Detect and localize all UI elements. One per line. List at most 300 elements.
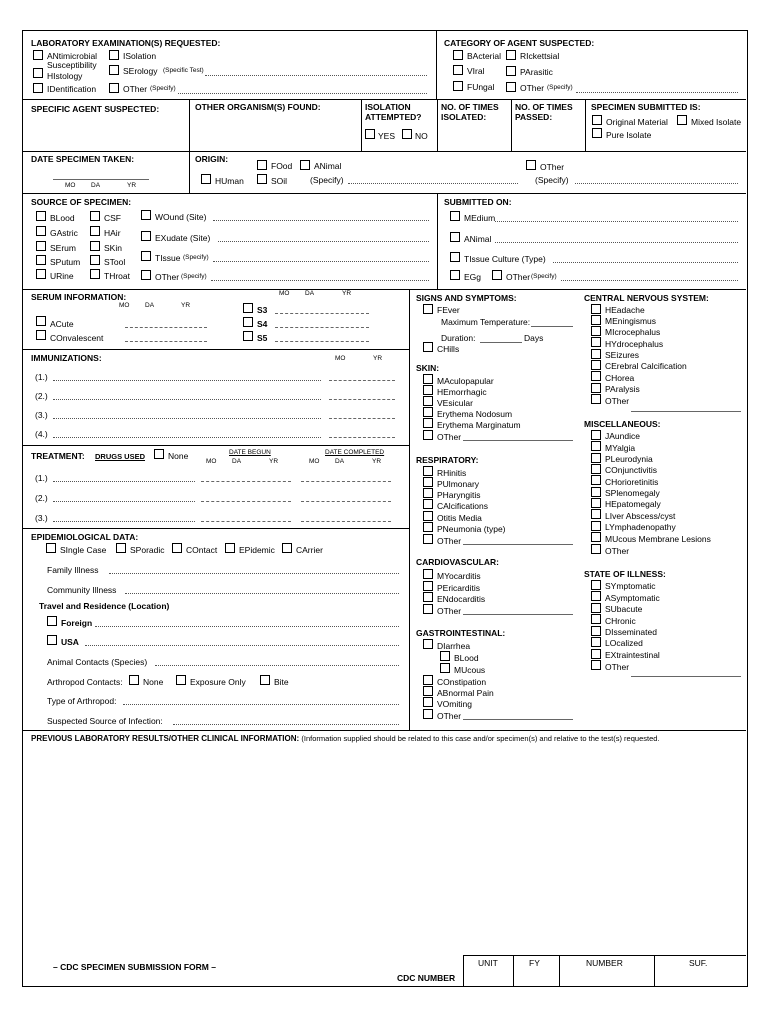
resp-4-checkbox[interactable] xyxy=(423,511,433,521)
resp-3-label: CAlcifications xyxy=(437,501,489,511)
animal-contacts-field[interactable] xyxy=(155,665,399,666)
resp-1-label: PUlmonary xyxy=(437,479,480,489)
resp-2-label: PHaryngitis xyxy=(437,490,481,500)
cns-other-field[interactable] xyxy=(631,411,741,412)
fungal-label: FUngal xyxy=(467,82,495,92)
egg-checkbox[interactable] xyxy=(450,270,460,280)
state-0-checkbox[interactable] xyxy=(591,580,601,590)
date-yr: YR xyxy=(127,182,137,189)
cns-8-label: OTher xyxy=(605,396,630,406)
medium-field[interactable] xyxy=(495,221,738,222)
arthropod-none-label: None xyxy=(143,677,164,687)
diarrhea-checkbox[interactable] xyxy=(423,639,433,649)
gi-mucous-checkbox[interactable] xyxy=(440,663,450,673)
immunization-2-date[interactable] xyxy=(329,399,395,400)
wound-label: WOund (Site) xyxy=(155,212,207,222)
skin-other-field[interactable] xyxy=(463,440,573,441)
blood-label: BLood xyxy=(50,213,75,223)
exposure-only-checkbox[interactable] xyxy=(176,675,186,685)
human-label: HUman xyxy=(215,176,244,186)
immunizations-heading: IMMUNIZATIONS: xyxy=(31,353,102,363)
fy-field[interactable] xyxy=(514,968,558,985)
other-organisms-label: OTHER ORGANISM(S) FOUND: xyxy=(195,102,321,112)
previous-results-row xyxy=(31,734,660,743)
cns-heading: CENTRAL NERVOUS SYSTEM: xyxy=(584,293,709,303)
state-4-label: DIsseminated xyxy=(605,627,657,637)
resp-6-checkbox[interactable] xyxy=(423,534,433,544)
cardio-other-field[interactable] xyxy=(463,614,573,615)
state-6-checkbox[interactable] xyxy=(591,649,601,659)
soil-label: SOil xyxy=(271,176,288,186)
times-isolated-label-1: NO. OF TIMES xyxy=(441,102,499,112)
cns-3-checkbox[interactable] xyxy=(591,337,601,347)
skin-5-checkbox[interactable] xyxy=(423,430,433,440)
misc-9-label: MUcous Membrane Lesions xyxy=(605,534,711,544)
resp-1-checkbox[interactable] xyxy=(423,477,433,487)
begun-da: DA xyxy=(232,458,242,465)
source-other-checkbox[interactable] xyxy=(141,270,151,280)
resp-2-checkbox[interactable] xyxy=(423,488,433,498)
usa-field[interactable] xyxy=(85,645,399,646)
cns-5-label: CErebral Calcification xyxy=(605,361,687,371)
s3-label: S3 xyxy=(257,305,268,315)
treatment-3-begun[interactable] xyxy=(201,521,291,522)
times-passed-label-1: NO. OF TIMES xyxy=(515,102,573,112)
skin-4-label: Erythema Marginatum xyxy=(437,420,521,430)
arthropod-type-field[interactable] xyxy=(123,704,399,705)
treatment-2-begun[interactable] xyxy=(201,501,291,502)
misc-0-checkbox[interactable] xyxy=(591,430,601,440)
single-case-label: SIngle Case xyxy=(60,545,107,555)
family-illness-field[interactable] xyxy=(109,573,399,574)
bite-checkbox[interactable] xyxy=(260,675,270,685)
state-4-checkbox[interactable] xyxy=(591,626,601,636)
food-label: FOod xyxy=(271,161,293,171)
date-taken-label: DATE SPECIMEN TAKEN: xyxy=(31,154,135,164)
histology-label: HIstology xyxy=(47,71,83,81)
unit-field[interactable] xyxy=(464,968,512,985)
parasitic-label: PArasitic xyxy=(520,67,553,77)
parasitic-checkbox[interactable] xyxy=(506,66,516,76)
lab-exam-heading: LABORATORY EXAMINATION(S) REQUESTED: xyxy=(31,38,221,48)
diarrhea-label: DIarrhea xyxy=(437,641,471,651)
tissue-label: TIssue xyxy=(155,253,181,263)
treatment-1-completed[interactable] xyxy=(301,481,391,482)
acute-date-field[interactable] xyxy=(125,327,207,328)
days-label: Days xyxy=(524,333,544,343)
serum-label: SErum xyxy=(50,243,76,253)
fungal-checkbox[interactable] xyxy=(453,81,463,91)
tissue-specify-field[interactable] xyxy=(213,261,429,262)
skin-1-checkbox[interactable] xyxy=(423,385,433,395)
misc-7-checkbox[interactable] xyxy=(591,509,601,519)
immunization-3-date[interactable] xyxy=(329,418,395,419)
immunization-4-date[interactable] xyxy=(329,437,395,438)
sputum-checkbox[interactable] xyxy=(36,255,46,265)
cardio-heading: CARDIOVASCULAR: xyxy=(416,557,499,567)
isolation-attempted-label-2: ATTEMPTED? xyxy=(365,112,422,122)
immunization-2-label: (2.) xyxy=(35,391,48,401)
misc-2-label: PLeurodynia xyxy=(605,454,653,464)
isolation-no-checkbox[interactable] xyxy=(402,129,412,139)
histology-checkbox[interactable] xyxy=(33,68,43,78)
skin-2-checkbox[interactable] xyxy=(423,396,433,406)
state-heading: STATE OF ILLNESS: xyxy=(584,569,666,579)
gi-3-label: OTher xyxy=(437,711,462,721)
throat-checkbox[interactable] xyxy=(90,269,100,279)
serum-mo: MO xyxy=(119,302,130,309)
gi-other-field[interactable] xyxy=(463,719,573,720)
treatment-1-field[interactable] xyxy=(53,481,195,482)
cardio-3-checkbox[interactable] xyxy=(423,604,433,614)
gi-mucous-label: MUcous xyxy=(454,665,486,675)
immunization-2-field[interactable] xyxy=(53,399,321,400)
origin-label: ORIGIN: xyxy=(195,154,229,164)
state-2-checkbox[interactable] xyxy=(591,603,601,613)
exudate-site-field[interactable] xyxy=(218,241,429,242)
cardio-1-label: PEricarditis xyxy=(437,583,480,593)
state-3-checkbox[interactable] xyxy=(591,614,601,624)
animal-contacts-label: Animal Contacts (Species) xyxy=(47,657,148,667)
single-case-checkbox[interactable] xyxy=(46,543,56,553)
cns-1-checkbox[interactable] xyxy=(591,315,601,325)
treatment-3-completed[interactable] xyxy=(301,521,391,522)
sporadic-checkbox[interactable] xyxy=(116,543,126,553)
pure-isolate-checkbox[interactable] xyxy=(592,128,602,138)
submitted-other-field[interactable] xyxy=(561,280,738,281)
cns-3-label: HYdrocephalus xyxy=(605,339,664,349)
state-6-label: EXtraintestinal xyxy=(605,650,660,660)
signs-heading: SIGNS AND SYMPTOMS: xyxy=(416,293,517,303)
medium-checkbox[interactable] xyxy=(450,211,460,221)
date-completed-label: DATE COMPLETED xyxy=(325,449,385,456)
treatment-2-label: (2.) xyxy=(35,493,48,503)
misc-5-checkbox[interactable] xyxy=(591,487,601,497)
cns-5-checkbox[interactable] xyxy=(591,360,601,370)
immunization-3-field[interactable] xyxy=(53,418,321,419)
immunization-yr: YR xyxy=(373,355,383,362)
viral-checkbox[interactable] xyxy=(453,65,463,75)
cns-4-checkbox[interactable] xyxy=(591,349,601,359)
tissue-checkbox[interactable] xyxy=(141,251,151,261)
csf-checkbox[interactable] xyxy=(90,211,100,221)
category-other-label: OTher xyxy=(520,83,545,93)
arthropod-none-checkbox[interactable] xyxy=(129,675,139,685)
times-isolated-label-2: ISOLATED: xyxy=(441,112,487,122)
antimicrobial-label: ANtimicrobial xyxy=(47,51,98,61)
cns-7-checkbox[interactable] xyxy=(591,383,601,393)
skin-3-checkbox[interactable] xyxy=(423,407,433,417)
resp-heading: RESPIRATORY: xyxy=(416,455,479,465)
s5-checkbox[interactable] xyxy=(243,331,253,341)
completed-da: DA xyxy=(335,458,345,465)
misc-7-label: LIver Abscess/cyst xyxy=(605,511,676,521)
sputum-label: SPutum xyxy=(50,257,81,267)
s3-checkbox[interactable] xyxy=(243,303,253,313)
cardio-2-checkbox[interactable] xyxy=(423,592,433,602)
misc-6-checkbox[interactable] xyxy=(591,498,601,508)
treatment-2-field[interactable] xyxy=(53,501,195,502)
category-heading: CATEGORY OF AGENT SUSPECTED: xyxy=(444,38,595,48)
category-other-checkbox[interactable] xyxy=(506,82,516,92)
foreign-field[interactable] xyxy=(95,626,399,627)
serum-checkbox[interactable] xyxy=(36,241,46,251)
skin-4-checkbox[interactable] xyxy=(423,418,433,428)
cardio-3-label: OTher xyxy=(437,606,462,616)
s5-date-field[interactable] xyxy=(275,341,369,342)
resp-3-checkbox[interactable] xyxy=(423,499,433,509)
origin-other-checkbox[interactable] xyxy=(526,160,536,170)
isolation-label: ISolation xyxy=(123,51,157,61)
isolation-yes-label: YES xyxy=(378,131,396,141)
family-illness-label: Family Illness xyxy=(47,565,99,575)
tissue-culture-label: TIssue Culture (Type) xyxy=(464,254,546,264)
isolation-checkbox[interactable] xyxy=(109,50,119,60)
skin-checkbox[interactable] xyxy=(90,241,100,251)
cardio-0-checkbox[interactable] xyxy=(423,569,433,579)
misc-4-label: CHorioretinitis xyxy=(605,477,659,487)
mixed-isolate-checkbox[interactable] xyxy=(677,115,687,125)
submitted-other-label: OTher xyxy=(506,272,531,282)
isolation-yes-checkbox[interactable] xyxy=(365,129,375,139)
gi-1-checkbox[interactable] xyxy=(423,686,433,696)
begun-yr: YR xyxy=(269,458,279,465)
carrier-checkbox[interactable] xyxy=(282,543,292,553)
convalescent-date-field[interactable] xyxy=(125,341,207,342)
resp-4-label: Otitis Media xyxy=(437,513,482,523)
convalescent-checkbox[interactable] xyxy=(36,330,46,340)
csf-label: CSF xyxy=(104,213,121,223)
usa-checkbox[interactable] xyxy=(47,635,57,645)
urine-checkbox[interactable] xyxy=(36,269,46,279)
animal-origin-checkbox[interactable] xyxy=(300,160,310,170)
submitted-other-note: (Specify) xyxy=(531,273,557,280)
category-other-field[interactable] xyxy=(576,92,738,93)
s4-checkbox[interactable] xyxy=(243,317,253,327)
s3-date-field[interactable] xyxy=(275,313,369,314)
max-temp-field[interactable] xyxy=(531,326,573,327)
completed-yr: YR xyxy=(372,458,382,465)
date-begun-label: DATE BEGUN xyxy=(229,449,271,456)
serum-yr: YR xyxy=(181,302,191,309)
s4-date-field[interactable] xyxy=(275,327,369,328)
suspected-source-field[interactable] xyxy=(173,724,399,725)
gastric-checkbox[interactable] xyxy=(36,226,46,236)
state-5-label: LOcalized xyxy=(605,638,643,648)
cns-0-checkbox[interactable] xyxy=(591,304,601,314)
tissue-culture-checkbox[interactable] xyxy=(450,252,460,262)
misc-5-label: SPlenomegaly xyxy=(605,488,660,498)
resp-5-label: PNeumonia (type) xyxy=(437,524,506,534)
times-passed-label-2: PASSED: xyxy=(515,112,553,122)
lab-other-label: OTher xyxy=(123,84,148,94)
gi-2-checkbox[interactable] xyxy=(423,697,433,707)
exposure-only-label: Exposure Only xyxy=(190,677,246,687)
submitted-on-heading: SUBMITTED ON: xyxy=(444,197,512,207)
immunization-mo: MO xyxy=(335,355,346,362)
gi-3-checkbox[interactable] xyxy=(423,709,433,719)
community-illness-field[interactable] xyxy=(125,593,399,594)
chills-checkbox[interactable] xyxy=(423,342,433,352)
rickettsial-checkbox[interactable] xyxy=(506,50,516,60)
wound-checkbox[interactable] xyxy=(141,210,151,220)
gi-blood-checkbox[interactable] xyxy=(440,651,450,661)
immunization-1-field[interactable] xyxy=(53,380,321,381)
animal-submitted-checkbox[interactable] xyxy=(450,232,460,242)
acute-label: ACute xyxy=(50,319,74,329)
contact-checkbox[interactable] xyxy=(172,543,182,553)
usa-label: USA xyxy=(61,637,79,647)
state-7-label: OTher xyxy=(605,662,630,672)
source-other-note: (Specify) xyxy=(181,273,207,280)
category-other-note: (Specify) xyxy=(547,84,573,91)
suspected-source-label: Suspected Source of Infection: xyxy=(47,716,163,726)
treatment-1-begun[interactable] xyxy=(201,481,291,482)
misc-8-checkbox[interactable] xyxy=(591,521,601,531)
skin-5-label: OTher xyxy=(437,432,462,442)
rickettsial-label: RIckettsial xyxy=(520,51,560,61)
duration-field[interactable] xyxy=(480,342,522,343)
cns-2-checkbox[interactable] xyxy=(591,326,601,336)
serum-info-heading: SERUM INFORMATION: xyxy=(31,292,127,302)
antimicrobial-checkbox[interactable] xyxy=(33,50,43,60)
misc-0-label: JAundice xyxy=(605,431,640,441)
origin-specify-label: (Specify) xyxy=(310,175,344,185)
origin-other-specify-label: (Specify) xyxy=(535,175,569,185)
isolation-attempted-label-1: ISOLATION xyxy=(365,102,411,112)
resp-5-checkbox[interactable] xyxy=(423,522,433,532)
wound-site-field[interactable] xyxy=(213,220,429,221)
exudate-label: EXudate (Site) xyxy=(155,233,211,243)
misc-1-checkbox[interactable] xyxy=(591,441,601,451)
serology-label: SErology xyxy=(123,66,158,76)
hair-checkbox[interactable] xyxy=(90,226,100,236)
misc-3-checkbox[interactable] xyxy=(591,464,601,474)
unit-label: UNIT xyxy=(478,958,498,968)
state-1-label: ASymptomatic xyxy=(605,593,660,603)
animal-submitted-label: ANimal xyxy=(464,234,492,244)
exudate-checkbox[interactable] xyxy=(141,231,151,241)
date-da: DA xyxy=(91,182,101,189)
state-1-checkbox[interactable] xyxy=(591,591,601,601)
submitted-other-checkbox[interactable] xyxy=(492,270,502,280)
epidemic-checkbox[interactable] xyxy=(225,543,235,553)
misc-2-checkbox[interactable] xyxy=(591,453,601,463)
treatment-none-checkbox[interactable] xyxy=(154,449,164,459)
misc-6-label: HEpatomegaly xyxy=(605,499,661,509)
number-label: NUMBER xyxy=(586,958,623,968)
misc-10-checkbox[interactable] xyxy=(591,544,601,554)
cns-8-checkbox[interactable] xyxy=(591,394,601,404)
fever-checkbox[interactable] xyxy=(423,304,433,314)
source-heading: SOURCE OF SPECIMEN: xyxy=(31,197,132,207)
state-3-label: CHronic xyxy=(605,616,636,626)
human-checkbox[interactable] xyxy=(201,174,211,184)
hair-label: HAir xyxy=(104,228,121,238)
chills-label: CHills xyxy=(437,344,460,354)
arthropod-contacts-label: Arthropod Contacts: xyxy=(47,677,123,687)
s4-label: S4 xyxy=(257,319,268,329)
misc-1-label: MYalgia xyxy=(605,443,636,453)
misc-10-label: OTher xyxy=(605,546,630,556)
lab-other-checkbox[interactable] xyxy=(109,83,119,93)
source-other-field[interactable] xyxy=(211,280,429,281)
origin-other-field[interactable] xyxy=(575,183,738,184)
state-0-label: SYmptomatic xyxy=(605,581,656,591)
begun-mo: MO xyxy=(206,458,217,465)
fy-label: FY xyxy=(529,958,540,968)
stool-checkbox[interactable] xyxy=(90,255,100,265)
resp-other-field[interactable] xyxy=(463,544,573,545)
form-name: – CDC SPECIMEN SUBMISSION FORM – xyxy=(53,962,216,972)
identification-checkbox[interactable] xyxy=(33,83,43,93)
resp-0-checkbox[interactable] xyxy=(423,466,433,476)
treatment-3-field[interactable] xyxy=(53,521,195,522)
immunization-4-field[interactable] xyxy=(53,437,321,438)
sporadic-label: SPoradic xyxy=(130,545,165,555)
mixed-isolate-label: Mixed Isolate xyxy=(691,117,742,127)
stool-label: STool xyxy=(104,257,126,267)
gi-heading: GASTROINTESTINAL: xyxy=(416,628,506,638)
carrier-label: CArrier xyxy=(296,545,323,555)
cns-6-checkbox[interactable] xyxy=(591,371,601,381)
specific-agent-label: SPECIFIC AGENT SUSPECTED: xyxy=(31,104,160,114)
serology-checkbox[interactable] xyxy=(109,65,119,75)
blood-checkbox[interactable] xyxy=(36,211,46,221)
misc-heading: MISCELLANEOUS: xyxy=(584,419,661,429)
original-material-checkbox[interactable] xyxy=(592,115,602,125)
serum-da: DA xyxy=(145,302,155,309)
animal-submitted-field[interactable] xyxy=(495,242,738,243)
number-field[interactable] xyxy=(560,968,653,985)
foreign-checkbox[interactable] xyxy=(47,616,57,626)
cns-7-label: PAralysis xyxy=(605,384,640,394)
state-other-field[interactable] xyxy=(631,676,741,677)
previous-results-heading: PREVIOUS LABORATORY RESULTS/OTHER CLINICAL INFORMATION: xyxy=(31,734,300,743)
state-7-checkbox[interactable] xyxy=(591,660,601,670)
epi-heading: EPIDEMIOLOGICAL DATA: xyxy=(31,532,139,542)
acute-checkbox[interactable] xyxy=(36,316,46,326)
egg-label: EGg xyxy=(464,272,482,282)
date-taken-field[interactable] xyxy=(53,179,149,180)
immunization-1-label: (1.) xyxy=(35,372,48,382)
cardio-1-checkbox[interactable] xyxy=(423,581,433,591)
skin-0-checkbox[interactable] xyxy=(423,374,433,384)
treatment-2-completed[interactable] xyxy=(301,501,391,502)
travel-label: Travel and Residence (Location) xyxy=(39,601,170,611)
lab-other-field[interactable] xyxy=(178,93,427,94)
tissue-culture-field[interactable] xyxy=(553,262,738,263)
drugs-used-label: DRUGS USED xyxy=(95,452,146,461)
previous-results-area[interactable] xyxy=(27,747,742,955)
gastric-label: GAstric xyxy=(50,228,78,238)
serum-da-2: DA xyxy=(305,290,315,297)
food-checkbox[interactable] xyxy=(257,160,267,170)
soil-checkbox[interactable] xyxy=(257,174,267,184)
origin-specify-field[interactable] xyxy=(348,183,518,184)
suf-field[interactable] xyxy=(655,968,745,985)
immunization-1-date[interactable] xyxy=(329,380,395,381)
gi-0-checkbox[interactable] xyxy=(423,675,433,685)
misc-4-checkbox[interactable] xyxy=(591,475,601,485)
serology-test-field[interactable] xyxy=(205,75,427,76)
lab-other-note: (Specify) xyxy=(150,85,176,92)
misc-9-checkbox[interactable] xyxy=(591,532,601,542)
state-5-checkbox[interactable] xyxy=(591,637,601,647)
resp-6-label: OTher xyxy=(437,536,462,546)
gi-0-label: COnstipation xyxy=(437,677,487,687)
bacterial-checkbox[interactable] xyxy=(453,50,463,60)
